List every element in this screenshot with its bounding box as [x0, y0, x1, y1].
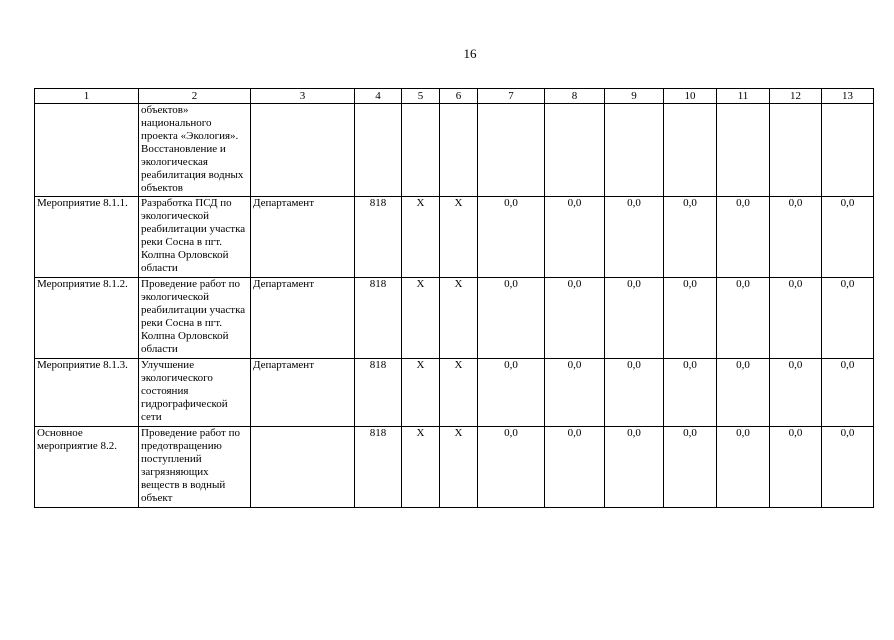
responsible-executor: Департамент	[251, 359, 355, 427]
value-cell: 0,0	[717, 197, 770, 278]
value-cell	[605, 104, 664, 197]
event-description: объектов» национального проекта «Экология». Восстановление и экологическая реабилитация водных объектов	[139, 104, 251, 197]
header-cell: 8	[545, 89, 605, 104]
header-cell: 2	[139, 89, 251, 104]
header-cell: 12	[770, 89, 822, 104]
value-cell: 0,0	[478, 427, 545, 508]
responsible-executor: Департамент	[251, 278, 355, 359]
value-cell: 0,0	[605, 278, 664, 359]
value-cell	[822, 104, 874, 197]
value-cell	[355, 104, 402, 197]
value-cell: 0,0	[822, 197, 874, 278]
value-cell: 0,0	[605, 359, 664, 427]
event-description: Разработка ПСД по экологической реабилитации участка реки Сосна в пгт. Колпна Орловской области	[139, 197, 251, 278]
table-row	[35, 278, 874, 359]
value-cell: X	[402, 278, 440, 359]
header-cell: 1	[35, 89, 139, 104]
program-table	[34, 88, 874, 508]
value-cell: X	[440, 197, 478, 278]
value-cell: 0,0	[664, 359, 717, 427]
event-code: Основное мероприятие 8.2.	[35, 427, 139, 508]
header-cell: 7	[478, 89, 545, 104]
event-code: Мероприятие 8.1.1.	[35, 197, 139, 278]
event-code: Мероприятие 8.1.2.	[35, 278, 139, 359]
header-cell: 3	[251, 89, 355, 104]
value-cell	[440, 104, 478, 197]
value-cell: 818	[355, 197, 402, 278]
page-number: 16	[463, 46, 477, 61]
responsible-executor	[251, 104, 355, 197]
value-cell: 0,0	[545, 427, 605, 508]
header-cell: 10	[664, 89, 717, 104]
value-cell: 0,0	[664, 427, 717, 508]
value-cell: 0,0	[605, 427, 664, 508]
value-cell: 818	[355, 359, 402, 427]
event-description: Проведение работ по предотвращению поступлений загрязняющих веществ в водный объект	[139, 427, 251, 508]
responsible-executor: Департамент	[251, 197, 355, 278]
value-cell: 0,0	[545, 197, 605, 278]
value-cell: X	[402, 197, 440, 278]
responsible-executor	[251, 427, 355, 508]
value-cell: X	[440, 427, 478, 508]
value-cell: 0,0	[717, 427, 770, 508]
table-row	[35, 104, 874, 197]
event-code: Мероприятие 8.1.3.	[35, 359, 139, 427]
header-cell: 4	[355, 89, 402, 104]
value-cell: 0,0	[478, 278, 545, 359]
value-cell	[664, 104, 717, 197]
header-cell: 13	[822, 89, 874, 104]
value-cell	[770, 104, 822, 197]
header-cell: 9	[605, 89, 664, 104]
value-cell: 0,0	[770, 278, 822, 359]
value-cell: 0,0	[478, 359, 545, 427]
value-cell: 0,0	[664, 278, 717, 359]
value-cell: 0,0	[664, 197, 717, 278]
value-cell: 0,0	[770, 197, 822, 278]
value-cell: 0,0	[717, 278, 770, 359]
header-cell: 6	[440, 89, 478, 104]
event-description: Проведение работ по экологической реабилитации участка реки Сосна в пгт. Колпна Орловской области	[139, 278, 251, 359]
table-row	[35, 197, 874, 278]
value-cell	[478, 104, 545, 197]
value-cell	[402, 104, 440, 197]
value-cell: X	[402, 359, 440, 427]
value-cell: 0,0	[605, 197, 664, 278]
event-description: Улучшение экологического состояния гидрографической сети	[139, 359, 251, 427]
value-cell: X	[440, 359, 478, 427]
value-cell: 0,0	[770, 427, 822, 508]
value-cell: 0,0	[822, 359, 874, 427]
event-code	[35, 104, 139, 197]
value-cell: X	[440, 278, 478, 359]
value-cell: 0,0	[770, 359, 822, 427]
table-row	[35, 359, 874, 427]
value-cell: 0,0	[545, 359, 605, 427]
value-cell: 0,0	[822, 427, 874, 508]
value-cell	[545, 104, 605, 197]
value-cell: 0,0	[717, 359, 770, 427]
value-cell: 0,0	[545, 278, 605, 359]
value-cell	[717, 104, 770, 197]
table-row	[35, 427, 874, 508]
header-cell: 5	[402, 89, 440, 104]
value-cell: 818	[355, 427, 402, 508]
header-row	[35, 89, 874, 104]
value-cell: 0,0	[478, 197, 545, 278]
value-cell: 0,0	[822, 278, 874, 359]
value-cell: X	[402, 427, 440, 508]
header-cell: 11	[717, 89, 770, 104]
value-cell: 818	[355, 278, 402, 359]
